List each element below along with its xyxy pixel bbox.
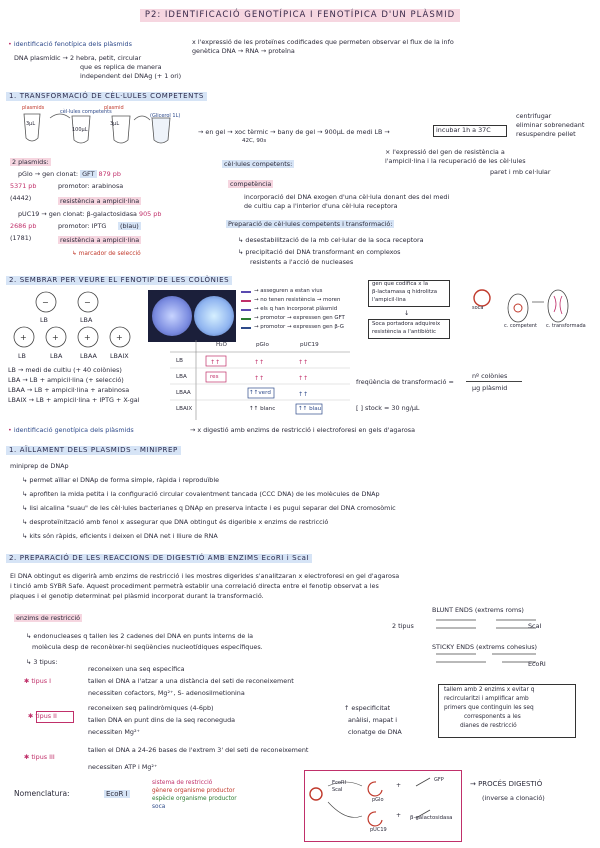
nom-2: gènere organisme productor bbox=[152, 788, 235, 794]
expr-2: l'ampicil·lina i la recuperació de les cèl·lules bbox=[385, 157, 526, 165]
puc-res: resistència a ampicil·lina bbox=[60, 236, 140, 244]
nom-1: sistema de restricció bbox=[152, 780, 213, 786]
comp-header: competència bbox=[230, 180, 272, 188]
info-3: primers que continguin les seq bbox=[444, 705, 534, 711]
plasmids-header: 2 plasmids: bbox=[12, 158, 49, 166]
section-3-header: 1. AÏLLAMENT DELS PLASMIDS - MINIPREP bbox=[6, 446, 181, 455]
intro-geno-label: identificació fenotípica dels plàsmids bbox=[13, 40, 132, 48]
pglo-prom: promotor: arabinosa bbox=[58, 182, 124, 190]
tbl-row-lbaix: LBAIX bbox=[176, 406, 193, 412]
d-cell: cèl·lules competents bbox=[60, 109, 112, 115]
nom-4: soca bbox=[152, 804, 166, 810]
centrifugar-1: centrifugar bbox=[516, 112, 552, 120]
svg-text:+: + bbox=[84, 333, 91, 342]
t3-a: tallen el DNA a 24-26 bases de l'extrem 3' del seti de reconeixement bbox=[88, 746, 309, 754]
svg-text:↑↑: ↑↑ bbox=[210, 359, 221, 366]
cell-lbaa-pglo: ↑↑verd bbox=[249, 390, 271, 396]
t3-b: necessiten ATP i Mg²⁺ bbox=[88, 763, 158, 771]
leg-mark-4 bbox=[241, 318, 251, 320]
blunt: BLUNT ENDS (extrems roms) bbox=[432, 606, 524, 614]
t1-label: ✱ tipus I bbox=[24, 677, 52, 685]
dg-puc: pUC19 bbox=[370, 827, 387, 833]
dish-bottom-lbaix: LBAIX bbox=[110, 352, 129, 360]
intro-geno-text: x l'expressió de les proteïnes codificades que permeten observar el flux de la info bbox=[192, 38, 454, 46]
leg-1: → asseguren a estan vius bbox=[254, 288, 323, 294]
svg-text:−: − bbox=[84, 298, 91, 307]
enz-2: molècula desp de reconèixer-hi seqüències nucleotídiques específiques. bbox=[32, 643, 263, 651]
nom-label: Nomenclatura: bbox=[14, 789, 70, 798]
t3-label-text: tipus III bbox=[31, 753, 55, 761]
page-title: P2: IDENTIFICACIÓ GENOTÍPICA I FENOTÍPICA D'UN PLÀSMID bbox=[140, 9, 460, 22]
dg-proc-1: → PROCÉS DIGESTIÓ bbox=[470, 780, 543, 788]
t2-r2: anàlisi, mapat i bbox=[348, 716, 398, 724]
puc-marker: ↳ marcador de selecció bbox=[72, 251, 141, 257]
dishes-bottom bbox=[10, 326, 140, 352]
svg-text:+: + bbox=[116, 333, 123, 342]
prep-1: ↳ desestabilització de la mb cel·lular de la soca receptora bbox=[238, 236, 424, 244]
puc-prom: promotor: IPTG bbox=[58, 222, 107, 230]
svg-text:↑↑: ↑↑ bbox=[254, 375, 265, 382]
gen-box-3: l'ampicil·lina bbox=[372, 297, 406, 303]
dg-bgal: β-galactosidasa bbox=[410, 815, 453, 821]
dg-proc-2: (inverse a clonació) bbox=[482, 794, 545, 802]
bullet-geno2: • identificació genotípica dels plàsmids bbox=[8, 426, 134, 434]
nom-3: espècie organisme productor bbox=[152, 796, 237, 802]
plates-photo bbox=[148, 290, 236, 342]
pglo-kda: (4442) bbox=[10, 194, 32, 202]
enz-1: ↳ endonucleases q tallen les 2 cadenes del DNA en punts interns de la bbox=[26, 632, 254, 640]
centrifugar-2: eliminar sobrenedant bbox=[516, 121, 585, 129]
ecori: EcoRI bbox=[528, 660, 546, 668]
section-4-header: 2. PREPARACIÓ DE LES REACCIONS DE DIGESTIÓ AMB ENZIMS EcoRI i ScaI bbox=[6, 554, 312, 563]
t1-c: necessiten cofactors, Mg²⁺, S- adenosilmetionina bbox=[88, 689, 245, 697]
svg-text:↑↑: ↑↑ bbox=[254, 359, 265, 366]
puc-gene: gen clonat: β-galactosidasa bbox=[48, 210, 137, 218]
section-2-header: 2. SEMBRAR PER VEURE EL FENOTIP DE LES COLÒNIES bbox=[6, 276, 232, 285]
d-tube2: 100µL bbox=[72, 127, 88, 133]
trans-cell-dna-icon bbox=[554, 296, 562, 314]
freq-label: freqüència de transformació = bbox=[356, 378, 454, 386]
t2-c: necessiten Mg²⁺ bbox=[88, 728, 140, 736]
soca-1: Soca portadora adquireix bbox=[372, 321, 441, 327]
pglo-name: pGlo bbox=[18, 170, 33, 178]
intro-plasmid-3: independent del DNAg (+ 1 ori) bbox=[80, 72, 182, 80]
med-1: LB → medi de cultiu (+ 40 colònies) bbox=[8, 366, 122, 374]
leg-mark-5 bbox=[241, 327, 251, 329]
d-tube3: 3µL bbox=[110, 121, 120, 127]
digest-gfp-frag-icon bbox=[416, 778, 430, 786]
dish-top-lb: LB bbox=[40, 316, 48, 324]
s3-l2: ↳ aprofiten la mida petita i la configuració circular covalentment tancada (CCC DNA) de les molècules de DNAp bbox=[22, 490, 380, 498]
dish-bottom-lba: LBA bbox=[50, 352, 63, 360]
freq-den: µg plàsmid bbox=[472, 384, 508, 392]
bullet-geno: • identificació fenotípica dels plàsmids bbox=[8, 40, 132, 48]
tube-4-icon bbox=[152, 118, 170, 143]
svg-text:−: − bbox=[42, 298, 49, 307]
svg-text:↑↑: ↑↑ bbox=[298, 391, 309, 398]
two-types: 2 tipus bbox=[392, 622, 414, 630]
s4-p3: plaques i el genotip determinat pel plàsmid incorporat durant la transformació. bbox=[10, 592, 264, 600]
svg-text:↑↑: ↑↑ bbox=[298, 359, 309, 366]
pglo-bp: 879 pb bbox=[98, 170, 121, 178]
dish-bottom-lbaa: LBAA bbox=[80, 352, 97, 360]
section-1-header: 1. TRANSFORMACIÓ DE CÈL·LULES COMPETENTS bbox=[6, 92, 207, 101]
digest-arrow-2-icon bbox=[328, 802, 362, 817]
dg-enz1: EcoRI bbox=[332, 780, 346, 786]
label-comp: c. competent bbox=[504, 323, 538, 329]
geno2-text: → x digestió amb enzims de restricció i electroforesi en gels d'agarosa bbox=[190, 426, 415, 434]
tbl-col-h2o: H₂O bbox=[216, 342, 227, 348]
s3-l3-text: lisi alcalina "suau" de les cèl·lules bacterianes q DNAp en preserva intacte i es pugui separar del DNA cromosòmic bbox=[29, 504, 396, 512]
arrow-2-icon bbox=[134, 116, 150, 120]
t1-label-text: tipus I bbox=[31, 677, 52, 685]
stock: [ ] stock = 30 ng/µL bbox=[356, 404, 420, 412]
s4-p2: i tinció amb SYBR Safe. Aquest procediment permetrà establir una correlació directa entre el fenotip observat a les bbox=[10, 582, 379, 590]
leg-4: → promotor → expressen gen GFT bbox=[254, 315, 345, 321]
label-soca: soca bbox=[472, 305, 484, 311]
incubar: incubar 1h a 37C bbox=[436, 126, 491, 134]
s3-l3: ↳ lisi alcalina "suau" de les cèl·lules bacterianes q DNAp en preserva intacte i es pugui separar del DNA cromosòmic bbox=[22, 504, 396, 512]
info-5: dianes de restricció bbox=[460, 723, 517, 729]
plate-1-photo bbox=[152, 296, 192, 336]
svg-text:↑↑: ↑↑ bbox=[298, 375, 309, 382]
dg-enz2: ScaI bbox=[332, 787, 343, 793]
trans-cell-icon bbox=[548, 290, 568, 322]
flow-steps-2: 42C, 90s bbox=[242, 138, 267, 144]
med-4: LBAIX → LB + ampicil·lina + IPTG + X-gal bbox=[8, 396, 140, 404]
pglo-gene: gen clonat: bbox=[42, 170, 79, 178]
intro-plasmid-1: DNA plasmídic → 2 hebra, petit, circular bbox=[14, 54, 142, 62]
s3-l5-text: kits són ràpids, eficients i deixen el DNA net i lliure de RNA bbox=[29, 532, 218, 540]
leg-mark-2 bbox=[241, 300, 251, 302]
leg-mark-1 bbox=[241, 291, 251, 293]
pglo-gfp: GFT bbox=[82, 170, 95, 178]
plate-2-photo bbox=[194, 296, 234, 336]
svg-text:+: + bbox=[20, 333, 27, 342]
dg-plus-2: + bbox=[396, 812, 402, 819]
puc-blau: (blau) bbox=[120, 222, 139, 230]
freq-fraction-line bbox=[466, 381, 522, 382]
info-2: recircularitzi i amplificar amb bbox=[444, 696, 529, 702]
s3-l1: ↳ permet aïllar el DNAp de forma simple, ràpida i reproduïble bbox=[22, 476, 220, 484]
s4-p1: El DNA obtingut es digerirà amb enzims de restricció i les mostres digerides s'analitzaran x electroforesi en gel d'agarosa bbox=[10, 572, 400, 580]
leg-mark-3 bbox=[241, 309, 251, 311]
expr-3: paret i mb cel·lular bbox=[490, 168, 551, 176]
t2-label-text: tipus II bbox=[35, 712, 57, 720]
cell-lba-h2o: res bbox=[210, 374, 219, 380]
puc-marker-text: marcador de selecció bbox=[78, 251, 141, 257]
puc-name: pUC19 bbox=[18, 210, 40, 218]
types-text: 3 tipus: bbox=[33, 658, 58, 666]
enz-1-text: endonucleases q tallen les 2 cadenes del DNA en punts interns de la bbox=[33, 632, 254, 640]
puc-kda: (1781) bbox=[10, 234, 32, 242]
s3-l4-text: desproteïnització amb fenol x assegurar que DNA obtingut és digerible x enzims de restricció bbox=[29, 518, 329, 526]
flow-steps: → en gel → xoc tèrmic → bany de gel → 900µL de medi LB → bbox=[198, 128, 390, 136]
digest-src-plasmid-icon bbox=[310, 788, 322, 800]
comp-text-2: de cultiu cap a l'interior d'una cèl·lula receptora bbox=[244, 202, 398, 210]
puc-bp: 905 pb bbox=[139, 210, 162, 218]
cell-lbaix-puc: ↑↑ blau bbox=[298, 406, 322, 412]
geno2-label: identificació genotípica dels plàsmids bbox=[13, 426, 134, 434]
dg-pglo: pGlo bbox=[372, 797, 384, 803]
nom-code: EcoR I bbox=[106, 790, 128, 798]
centrifugar-3: resuspendre pellet bbox=[516, 130, 576, 138]
tbl-row-lb: LB bbox=[176, 358, 183, 364]
svg-text:+: + bbox=[52, 333, 59, 342]
s3-l4: ↳ desproteïnització amb fenol x assegurar que DNA obtingut és digerible x enzims de restricció bbox=[22, 518, 329, 526]
t1-a: reconeixen una seq específica bbox=[88, 665, 185, 673]
leg-2: → no tenen resistència → moren bbox=[254, 297, 341, 303]
pglo-res: resistència a ampicil·lina bbox=[60, 197, 140, 205]
prep-1-text: desestabilització de la mb cel·lular de la soca receptora bbox=[245, 236, 424, 244]
tbl-col-puc: pUC19 bbox=[300, 342, 319, 348]
scai: ScaI bbox=[528, 622, 542, 630]
t2-r3: clonatge de DNA bbox=[348, 728, 402, 736]
d-plasmid2: plasmid bbox=[104, 105, 124, 111]
intro-plasmid-2: que es replica de manera bbox=[80, 63, 162, 71]
comp-text-1: incorporació del DNA exogen d'una cèl·lula donant des del medi bbox=[244, 193, 450, 201]
dish-top-lba: LBA bbox=[80, 316, 93, 324]
leg-3: → els q han incorporat plàsmid bbox=[254, 306, 338, 312]
types: ↳ 3 tipus: bbox=[26, 658, 58, 666]
digest-puc-icon bbox=[368, 812, 382, 826]
intro-geno-text2: genètica DNA → RNA → proteïna bbox=[192, 47, 295, 55]
info-4: corresponents a les bbox=[464, 714, 521, 720]
d-plasmids: plasmids bbox=[22, 105, 45, 111]
sticky: STICKY ENDS (extrems cohesius) bbox=[432, 643, 538, 651]
prep-3: resistents a l'acció de nucleases bbox=[250, 258, 354, 266]
med-3: LBAA → LB + ampicil·lina + arabinosa bbox=[8, 386, 130, 394]
digest-pglo-icon bbox=[368, 782, 382, 796]
t2-label: ✱ tipus II bbox=[28, 712, 57, 720]
t1-b: tallen el DNA a l'atzar a una distància del seti de reconeixement bbox=[88, 677, 294, 685]
expr-1: × l'expressió del gen de resistència a bbox=[385, 148, 505, 156]
prep-2: ↳ precipitació del DNA transformant en complexos bbox=[238, 248, 401, 256]
s3-l1-text: permet aïllar el DNAp de forma simple, ràpida i reproduïble bbox=[29, 476, 220, 484]
comp-cell-plasmid-icon bbox=[514, 304, 522, 312]
gen-box-arrow: ↓ bbox=[404, 309, 410, 317]
d-tube1: 3µL bbox=[26, 121, 36, 127]
s3-sub: miniprep de DNAp bbox=[10, 462, 69, 470]
freq-num: nº colònies bbox=[472, 372, 508, 380]
leg-5: → promotor → expressen gen β-G bbox=[254, 324, 344, 330]
med-2: LBA → LB + ampicil·lina (+ selecció) bbox=[8, 376, 124, 384]
pglo-size: 5371 pb bbox=[10, 182, 37, 190]
dg-plus-1: + bbox=[396, 782, 402, 789]
dish-bottom-lb: LB bbox=[18, 352, 26, 360]
cc-header: cèl·lules competents: bbox=[224, 160, 293, 168]
prep-2-text: precipitació del DNA transformant en complexos bbox=[245, 248, 401, 256]
tbl-col-pglo: pGlo bbox=[256, 342, 269, 348]
puc-size: 2686 pb bbox=[10, 222, 37, 230]
s3-l5: ↳ kits són ràpids, eficients i deixen el DNA net i lliure de RNA bbox=[22, 532, 218, 540]
comp-cell-icon bbox=[508, 294, 528, 322]
prep-header: Preparació de cèl·lules competents i transformació: bbox=[228, 220, 393, 228]
info-1: tallem amb 2 enzims x evitar q bbox=[444, 687, 535, 693]
enz-header: enzims de restricció bbox=[16, 614, 81, 622]
t2-r1: ↑ especificitat bbox=[344, 704, 391, 712]
tbl-row-lba: LBA bbox=[176, 374, 187, 380]
s3-l2-text: aprofiten la mida petita i la configuració circular covalentment tancada (CCC DNA) de les molècules de DNAp bbox=[29, 490, 380, 498]
gen-box-2: β-lactamasa q hidrolitza bbox=[372, 289, 438, 295]
label-trans: c. transformada bbox=[546, 323, 586, 329]
tbl-row-lbaa: LBAA bbox=[176, 390, 191, 396]
t2-a: reconeixen seq palindròmiques (4-6pb) bbox=[88, 704, 214, 712]
dg-gfp: GFP bbox=[434, 777, 444, 783]
gen-box-1: gen que codifica x la bbox=[372, 281, 428, 287]
t3-label: ✱ tipus III bbox=[24, 753, 55, 761]
soca-2: resistència a l'antibiòtic bbox=[372, 329, 436, 335]
cell-lbaix-pglo: ↑↑ blanc bbox=[249, 406, 276, 412]
d-agar: (Glicerol 1L) bbox=[150, 113, 181, 119]
t2-b: tallen DNA en punt dins de la seq reconeguda bbox=[88, 716, 236, 724]
